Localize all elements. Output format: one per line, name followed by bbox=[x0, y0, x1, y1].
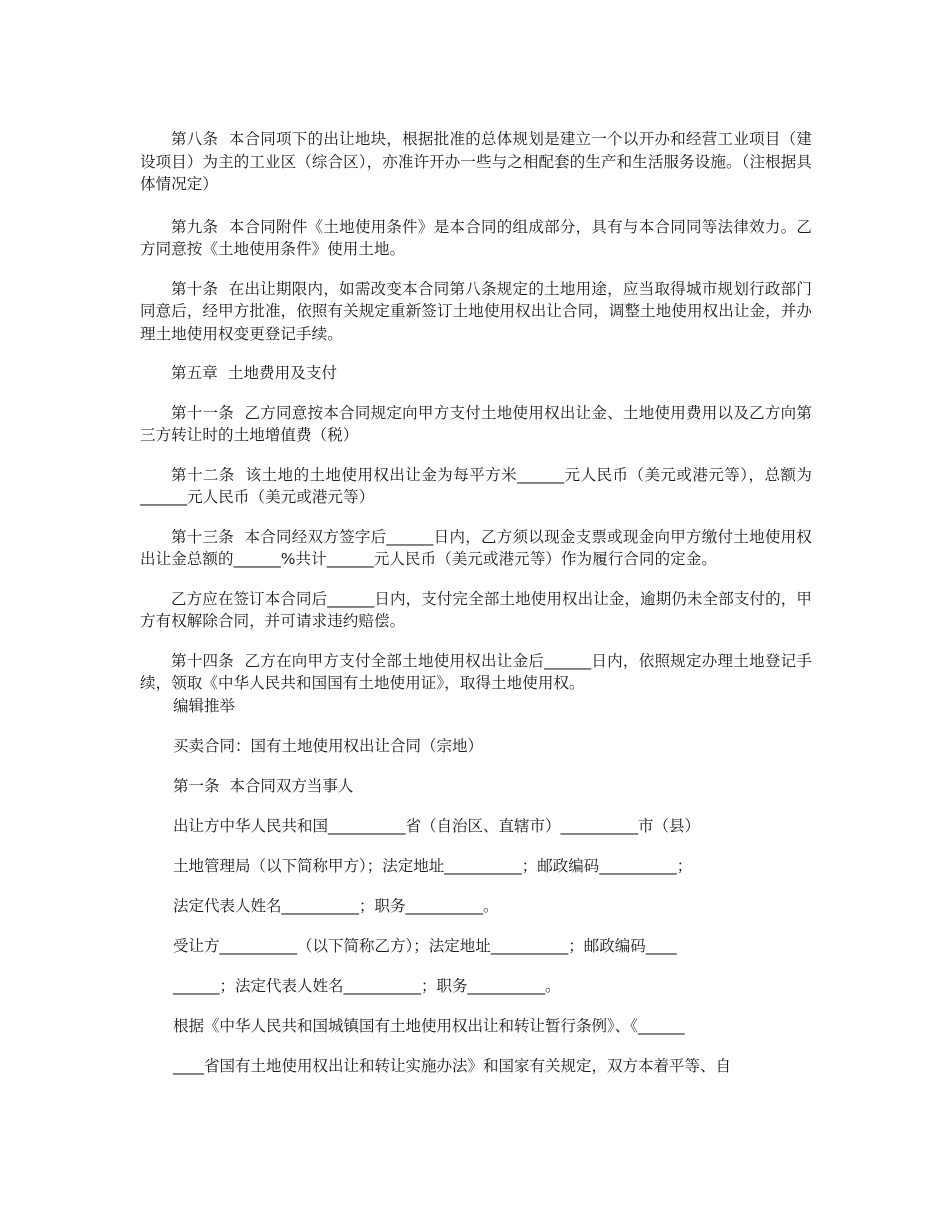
article-14-paragraph: 第十四条 乙方在向甲方支付全部土地使用权出让金后______日内，依照规定办理土地登记手续，领取《中华人民共和国国有土地使用证》，取得土地使用权。 bbox=[140, 651, 812, 692]
article-8-paragraph: 第八条 本合同项下的出让地块，根据批准的总体规划是建立一个以开办和经营工业项目（建设项目）为主的工业区（综合区），亦准许开办一些与之相配套的生产和生活服务设施。（注根据具体情况定） bbox=[140, 130, 812, 193]
article-13-paragraph: 第十三条 本合同经双方签字后______日内，乙方须以现金支票或现金向甲方缴付土地使用权出让金总额的______%共计______元人民币（美元或港元等）作为履行合同的定金。 bbox=[140, 527, 812, 568]
recommended-heading: 编辑推举 bbox=[173, 696, 236, 715]
payment-deadline-paragraph: 乙方应在签订本合同后______日内，支付完全部土地使用权出让金，逾期仍未全部支付的，甲方有权解除合同，并可请求违约赔偿。 bbox=[140, 589, 812, 630]
document-body bbox=[140, 128, 812, 1077]
grantee-representative-line: ______；法定代表人姓名__________；职务__________。 bbox=[173, 976, 561, 995]
grantor-line: 出让方中华人民共和国__________省（自治区、直辖市）__________市（县） bbox=[173, 816, 701, 835]
article-12-paragraph: 第十二条 该土地的土地使用权出让金为每平方米______元人民币（美元或港元等），总额为______元人民币（美元或港元等） bbox=[140, 465, 812, 506]
contract-title-line: 买卖合同：国有土地使用权出让合同（宗地） bbox=[173, 736, 484, 755]
chapter-5-heading: 第五章 土地费用及支付 bbox=[171, 364, 338, 382]
article-11-paragraph: 第十一条 乙方同意按本合同规定向甲方支付土地使用权出让金、土地使用费用以及乙方向第三方转让时的土地增值费（税） bbox=[140, 403, 812, 444]
legal-basis-line-1: 根据《中华人民共和国城镇国有土地使用权出让和转让暂行条例》、《______ bbox=[173, 1016, 685, 1035]
grantor-representative-line: 法定代表人姓名__________；职务__________。 bbox=[173, 896, 499, 915]
legal-basis-line-2: ____省国有土地使用权出让和转让实施办法》和国家有关规定，双方本着平等、自 bbox=[173, 1056, 732, 1075]
article-9-paragraph: 第九条 本合同附件《土地使用条件》是本合同的组成部分，具有与本合同同等法律效力。乙方同意按《土地使用条件》使用土地。 bbox=[140, 217, 812, 258]
grantee-line: 受让方__________（以下简称乙方）；法定地址__________；邮政编码____ bbox=[173, 936, 677, 955]
land-bureau-line: 土地管理局（以下简称甲方）；法定地址__________；邮政编码__________； bbox=[173, 856, 693, 875]
article-10-paragraph: 第十条 在出让期限内，如需改变本合同第八条规定的土地用途，应当取得城市规划行政部门同意后，经甲方批准，依照有关规定重新签订土地使用权出让合同，调整土地使用权出让金，并办理土地使用权变更登记手续。 bbox=[140, 279, 812, 343]
article-1-heading: 第一条 本合同双方当事人 bbox=[173, 776, 354, 795]
